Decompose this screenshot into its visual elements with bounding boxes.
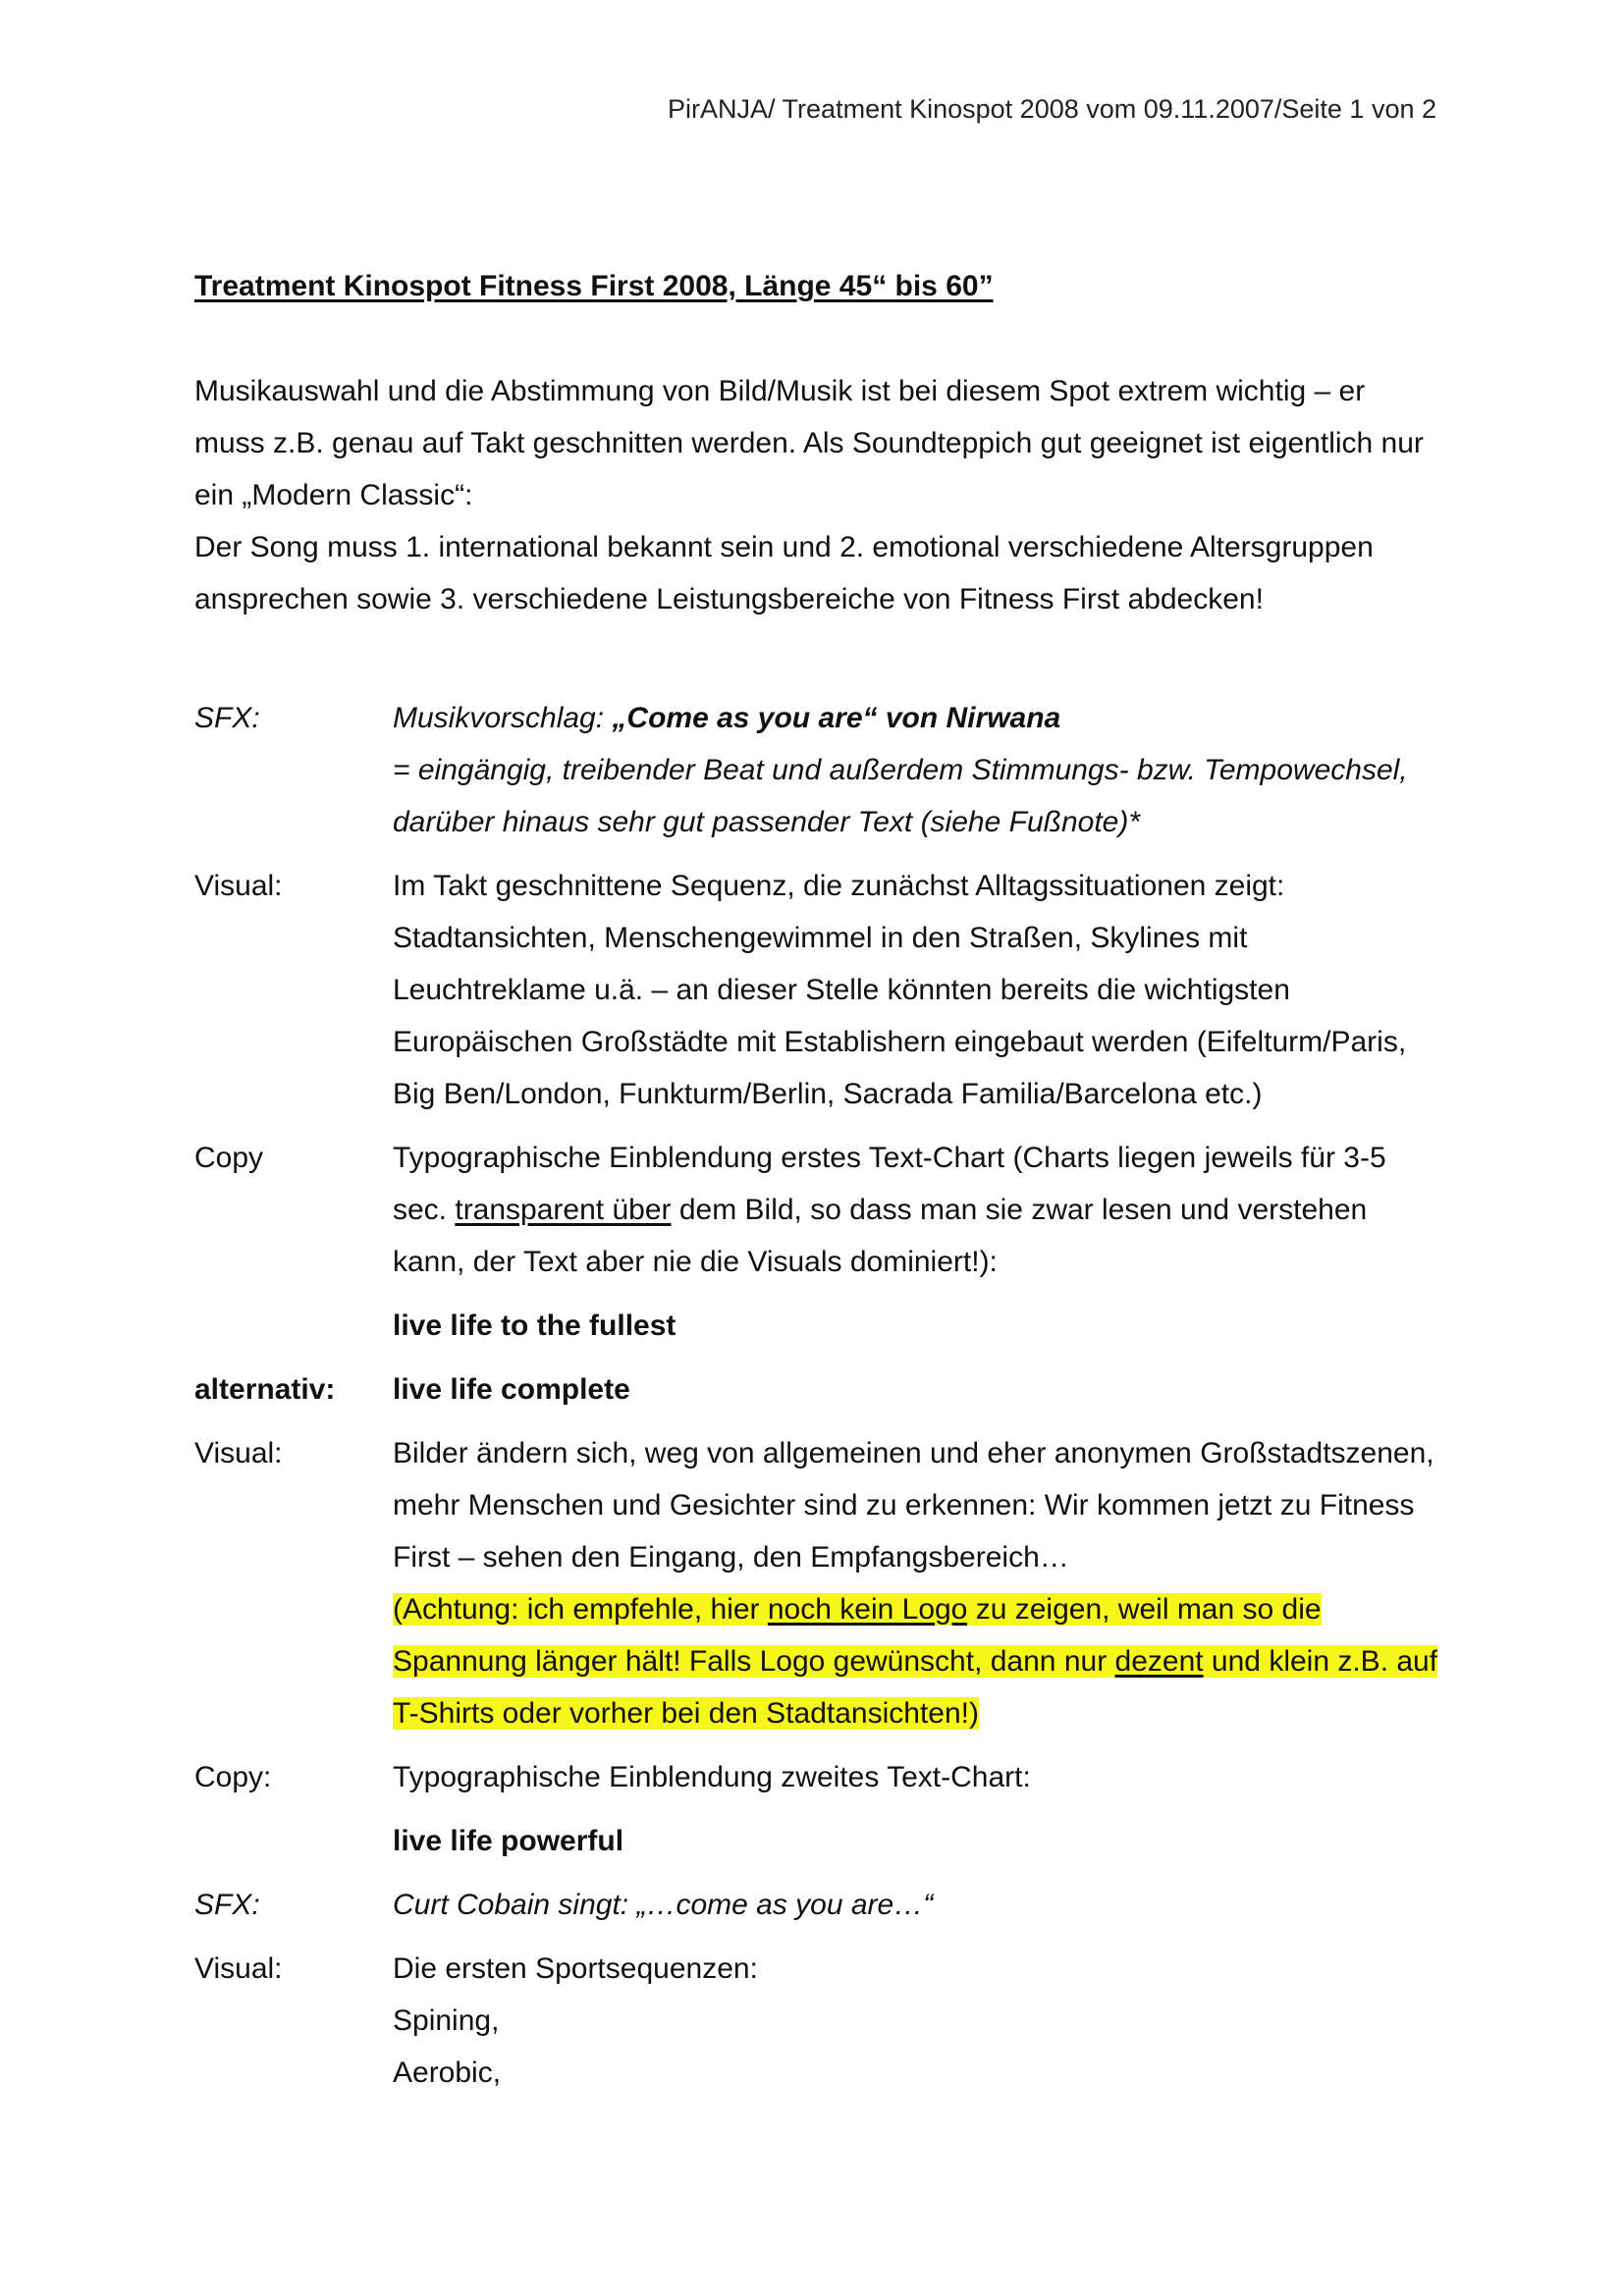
- treatment-table: [194, 692, 1441, 2110]
- note-underlined-2: dezent: [1114, 1645, 1204, 1678]
- row-visual-1: [194, 860, 1441, 1120]
- highlighted-note: [393, 1583, 1441, 1739]
- row-alternative: [194, 1363, 1441, 1415]
- music-description: = eingängig, treibender Beat und außerdem Stimmungs- bzw. Tempowechsel, darüber hinaus sehr gut passender Text (siehe Fußnote)*: [393, 754, 1408, 838]
- row-visual-2: [194, 1427, 1441, 1739]
- row-content: [393, 1943, 1441, 2099]
- row-label: Copy:: [194, 1761, 272, 1793]
- copy-description: [393, 1132, 1441, 1288]
- row-copy-2: [194, 1751, 1441, 1867]
- visual-line-2: Spining,: [393, 2004, 500, 2037]
- row-visual-3: [194, 1943, 1441, 2099]
- copy-text-b: dem Bild, so dass man sie zwar lesen und verstehen kann, der Text aber nie die Visuals dominiert!):: [393, 1194, 1368, 1278]
- music-suggestion: [393, 692, 1441, 744]
- row-label: Visual:: [194, 1437, 283, 1469]
- running-header: PirANJA/ Treatment Kinospot 2008 vom 09.11.2007/Seite 1 von 2: [668, 94, 1436, 124]
- document-title: Treatment Kinospot Fitness First 2008, Länge 45“ bis 60”: [194, 270, 994, 302]
- visual-line-1: Die ersten Sportsequenzen:: [393, 1952, 758, 1985]
- note-text-c: und klein z.B. auf T-Shirts oder vorher bei den Stadtansichten!): [393, 1645, 1438, 1730]
- claim-alternative: live life complete: [393, 1373, 630, 1406]
- song-title: „Come as you are“ von Nirwana: [612, 702, 1061, 734]
- row-content: [393, 692, 1441, 848]
- row-label: SFX:: [194, 702, 260, 734]
- copy-text-underlined: transparent über: [455, 1194, 672, 1226]
- row-sfx-2: [194, 1879, 1441, 1931]
- row-content: [393, 1132, 1441, 1352]
- claim-1: live life to the fullest: [393, 1309, 676, 1342]
- row-copy-1: [194, 1132, 1441, 1352]
- row-content: [393, 860, 1441, 1120]
- copy-description: Typographische Einblendung zweites Text-Chart:: [393, 1761, 1031, 1793]
- row-label: alternativ:: [194, 1373, 336, 1406]
- row-label: SFX:: [194, 1889, 260, 1921]
- note-underlined-1: noch kein Logo: [767, 1593, 968, 1626]
- visual-description: Im Takt geschnittene Sequenz, die zunächst Alltagssituationen zeigt: Stadtansichten, Menschengewimmel in den Straßen, Skylines mit Leuchtreklame u.ä. – an dieser Stelle könnten bereits die wichtigsten Europäischen Großstädte mit Establishern eingebaut werden (Eifelturm/Paris, Big Ben/London, Funkturm/Berlin, Sacrada Familia/Barcelona etc.): [393, 870, 1407, 1110]
- intro-paragraph-2: Der Song muss 1. international bekannt sein und 2. emotional verschiedene Altersgruppen ansprechen sowie 3. verschiedene Leistungsbereiche von Fitness First abdecken!: [194, 531, 1374, 615]
- visual-line-3: Aerobic,: [393, 2056, 502, 2089]
- music-prefix: Musikvorschlag:: [393, 702, 613, 734]
- copy-text-a: Typographische Einblendung erstes Text-Chart (Charts liegen jeweils für 3-5 sec.: [393, 1142, 1386, 1226]
- note-text-a: (Achtung: ich empfehle, hier: [393, 1593, 768, 1626]
- sfx-description: Curt Cobain singt: „…come as you are…“: [393, 1889, 934, 1921]
- note-text-b: zu zeigen, weil man so die Spannung länger hält! Falls Logo gewünscht, dann nur: [393, 1593, 1322, 1678]
- intro-paragraph-1: Musikauswahl und die Abstimmung von Bild/Musik ist bei diesem Spot extrem wichtig – er muss z.B. genau auf Takt geschnitten werden. Als Soundteppich gut geeignet ist eigentlich nur ein „Modern Classic“:: [194, 375, 1424, 511]
- visual-description: Bilder ändern sich, weg von allgemeinen und eher anonymen Großstadtszenen, mehr Menschen und Gesichter sind zu erkennen: Wir kommen jetzt zu Fitness First – sehen den Eingang, den Empfangsbereich…: [393, 1437, 1434, 1574]
- row-label: Copy: [194, 1142, 264, 1174]
- row-label: Visual:: [194, 870, 283, 902]
- claim-2: live life powerful: [393, 1825, 624, 1857]
- intro-section: [194, 365, 1441, 625]
- row-content: [393, 1427, 1441, 1739]
- row-sfx-1: [194, 692, 1441, 848]
- row-content: [393, 1751, 1441, 1867]
- row-label: Visual:: [194, 1952, 283, 1985]
